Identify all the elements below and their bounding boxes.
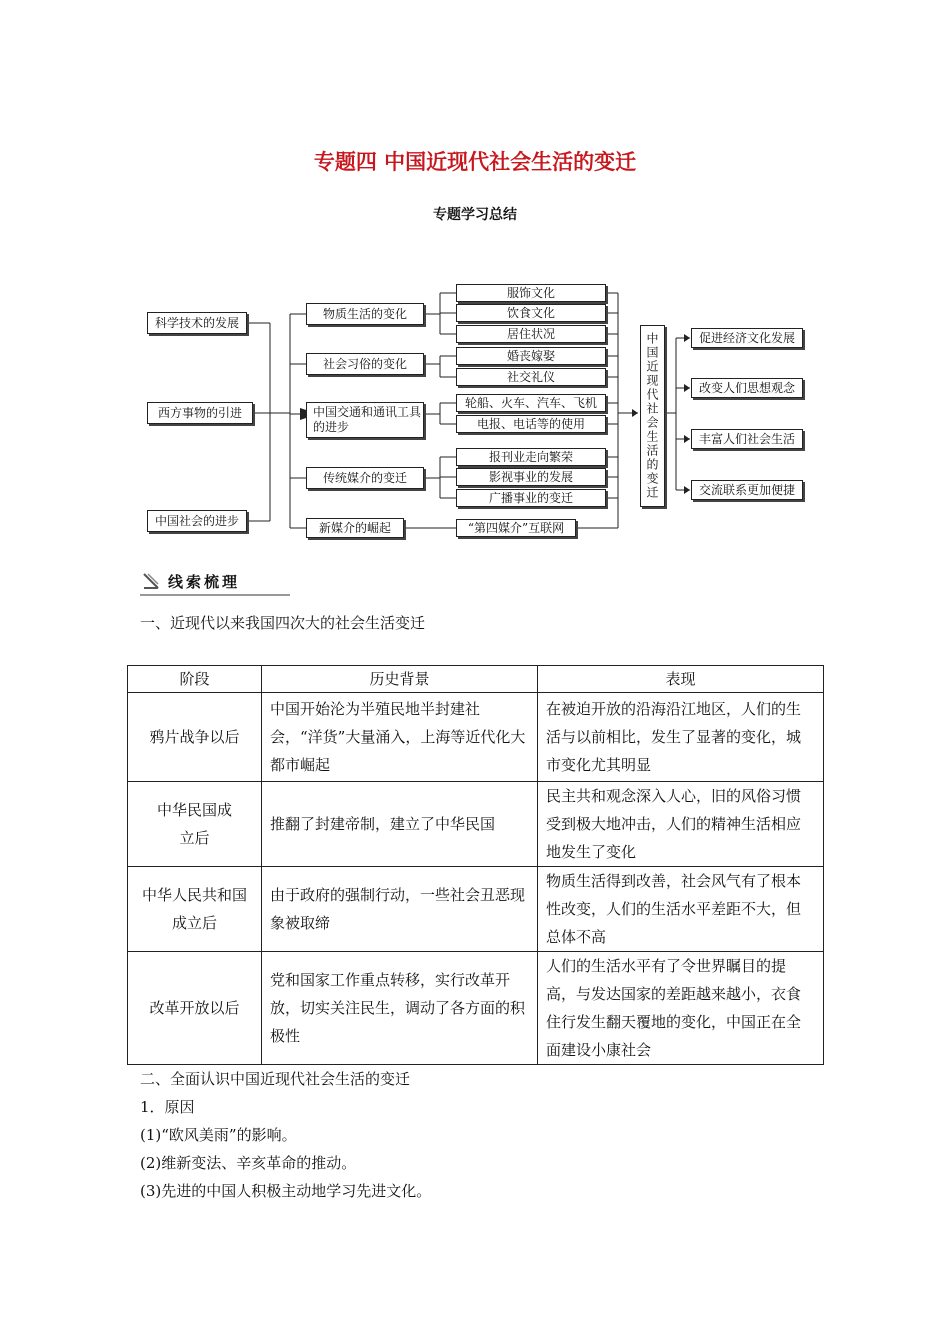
stage-label: 中华人民共和国成立后	[142, 886, 248, 932]
table-row	[128, 952, 824, 1065]
diagram-detail-box: “第四媒介”互联网	[456, 519, 576, 537]
diagram-aspect-box: 物质生活的变化	[306, 303, 424, 325]
background-cell: 党和国家工作重点转移，实行改革开放，切实关注民生，调动了各方面的积极性	[262, 952, 538, 1065]
diagram-detail-box: 社交礼仪	[456, 368, 606, 386]
diagram-cause-box: 科学技术的发展	[147, 312, 247, 334]
table-header-cell: 历史背景	[262, 666, 538, 693]
table-header-cell: 表现	[538, 666, 824, 693]
diagram-detail-box: 报刊业走向繁荣	[456, 448, 606, 466]
performance-cell: 在被迫开放的沿海沿江地区，人们的生活与以前相比，发生了显著的变化，城市变化尤其明显	[538, 693, 824, 782]
section-heading-label: 线索梳理	[168, 573, 241, 591]
stage-cell: 改革开放以后	[128, 952, 262, 1065]
performance-cell: 民主共和观念深入人心，旧的风俗习惯受到极大地冲击，人们的精神生活相应地发生了变化	[538, 782, 824, 867]
diagram-aspect-box: 中国交通和通讯工具的进步	[306, 402, 424, 438]
diagram-detail-box: 服饰文化	[456, 284, 606, 302]
diagram-detail-box: 广播事业的变迁	[456, 489, 606, 507]
stage-cell	[128, 867, 262, 952]
diagram-aspect-box: 新媒介的崛起	[306, 518, 404, 538]
performance-cell: 人们的生活水平有了令世界瞩目的提高，与发达国家的差距越来越小，衣食住行发生翻天覆地的变化，中国正在全面建设小康社会	[538, 952, 824, 1065]
background-cell: 推翻了封建帝制，建立了中华民国	[262, 782, 538, 867]
part2-subheading: 1．原因	[140, 1098, 195, 1116]
diagram-detail-box: 电报、电话等的使用	[456, 415, 606, 433]
diagram-center-label: 中国近现代社会生活的变迁	[645, 332, 659, 500]
diagram-effect-box: 交流联系更加便捷	[691, 480, 803, 500]
diagram-effect-box: 丰富人们社会生活	[691, 429, 803, 449]
table-header-cell: 阶段	[128, 666, 262, 693]
diagram-detail-box: 饮食文化	[456, 304, 606, 322]
history-table	[127, 665, 824, 1065]
stage-cell: 鸦片战争以后	[128, 693, 262, 782]
page-subtitle: 专题学习总结	[433, 207, 517, 223]
page-title: 专题四 中国近现代社会生活的变迁	[313, 150, 637, 174]
diagram-center-box	[640, 325, 665, 507]
reason-item: (1)“欧风美雨”的影响。	[140, 1126, 297, 1144]
stage-cell	[128, 782, 262, 867]
diagram-detail-box: 影视事业的发展	[456, 468, 606, 486]
reason-item: (3)先进的中国人积极主动地学习先进文化。	[140, 1182, 432, 1200]
table-row	[128, 693, 824, 782]
diagram-detail-box: 轮船、火车、汽车、飞机	[456, 394, 606, 412]
diagram-aspect-box: 社会习俗的变化	[306, 353, 424, 375]
reason-item: (2)维新变法、辛亥革命的推动。	[140, 1154, 357, 1172]
part2-title: 二、全面认识中国近现代社会生活的变迁	[140, 1070, 411, 1088]
table-row	[128, 782, 824, 867]
table-header-row	[128, 666, 824, 693]
background-cell: 中国开始沦为半殖民地半封建社会，“洋货”大量涌入，上海等近代化大都市崛起	[262, 693, 538, 782]
diagram-effect-box: 改变人们思想观念	[691, 378, 803, 398]
performance-cell: 物质生活得到改善，社会风气有了根本性改变，人们的生活水平差距不大，但总体不高	[538, 867, 824, 952]
diagonal-marker-icon	[142, 572, 160, 590]
diagram-cause-box: 西方事物的引进	[147, 402, 253, 424]
diagram-detail-box: 婚丧嫁娶	[456, 347, 606, 365]
diagram-effect-box: 促进经济文化发展	[691, 328, 803, 348]
table-row	[128, 867, 824, 952]
part1-title: 一、近现代以来我国四次大的社会生活变迁	[140, 614, 426, 632]
background-cell: 由于政府的强制行动，一些社会丑恶现象被取缔	[262, 867, 538, 952]
diagram-detail-box: 居住状况	[456, 325, 606, 343]
diagram-cause-box: 中国社会的进步	[147, 510, 247, 532]
stage-label: 中华民国成立后	[156, 801, 232, 847]
section-heading	[140, 568, 290, 596]
diagram-aspect-box: 传统媒介的变迁	[306, 467, 424, 489]
section-divider	[140, 594, 290, 596]
